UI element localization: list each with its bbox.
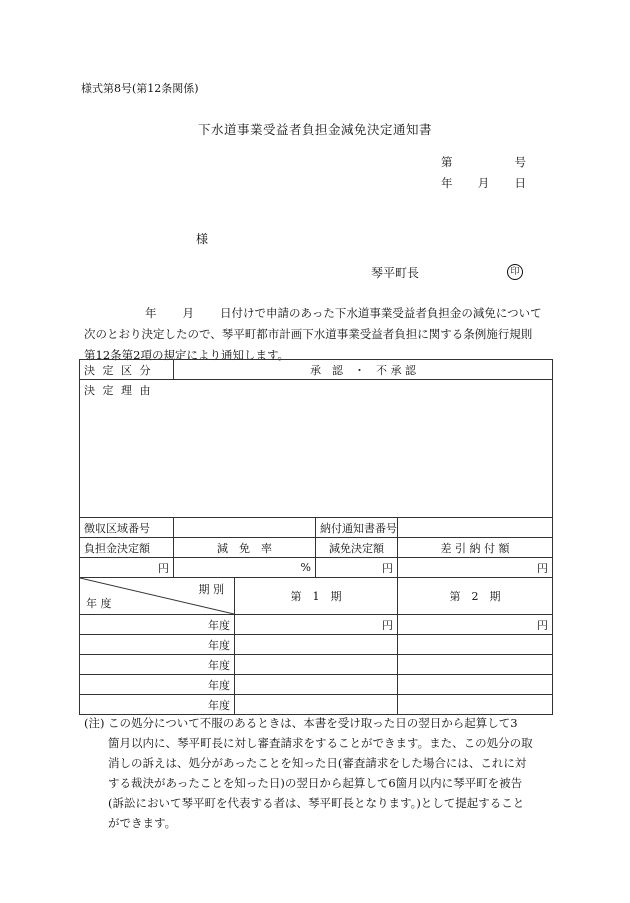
decision-value: 承 認 ・ 不 承 認 (174, 360, 553, 380)
reason-row (80, 380, 553, 518)
document-title: 下水道事業受益者負担金減免決定通知書 (197, 122, 432, 137)
period-2-amount (398, 635, 553, 655)
date-year-label: 年 (441, 176, 453, 190)
notice-number-value (398, 518, 553, 538)
amount-header-row (80, 538, 553, 558)
row-year-label: 年度 (80, 695, 235, 715)
body-line-2: 次のとおり決定したので、琴平町都市計画下水道事業受益者負担に関する条例施行規則 (84, 327, 533, 341)
row-year-label: 年度 (80, 615, 235, 635)
body-month-label: 月 (182, 306, 194, 320)
number-prefix: 第 (441, 155, 453, 169)
balance-unit: 円 (398, 558, 553, 578)
charge-amount-unit: 円 (80, 558, 174, 578)
period-2-header: 第 2 期 (398, 578, 553, 615)
period-1-amount (235, 655, 398, 675)
decision-label: 決 定 区 分 (80, 360, 174, 380)
area-number-value (174, 518, 316, 538)
decision-table (79, 359, 553, 715)
period-row-3 (80, 655, 553, 675)
reduction-rate-label: 減 免 率 (174, 538, 316, 558)
note-line-1 (84, 713, 554, 733)
period-row-5 (80, 695, 553, 715)
period-label: 期 別 (198, 583, 224, 596)
appeal-note (84, 713, 554, 833)
fiscal-year-label: 年 度 (86, 597, 112, 610)
reduction-amount-label: 減免決定額 (316, 538, 398, 558)
amount-value-row (80, 558, 553, 578)
period-2-amount-unit: 円 (398, 615, 553, 635)
period-1-amount (235, 695, 398, 715)
issuer-name: 琴平町長 (371, 266, 420, 280)
period-year-header (80, 578, 235, 615)
document-number-date (441, 154, 526, 196)
period-1-header: 第 1 期 (235, 578, 398, 615)
body-line-3: 第12条第2項の規定により通知します。 (84, 348, 290, 362)
reason-field (80, 380, 553, 518)
notice-number-label: 納付通知書番号 (316, 518, 398, 538)
date-month-label: 月 (477, 176, 490, 190)
reason-label: 決 定 理 由 (84, 384, 153, 397)
period-2-amount (398, 675, 553, 695)
reduction-amount-unit: 円 (316, 558, 398, 578)
charge-amount-label: 負担金決定額 (80, 538, 174, 558)
form-reference: 様式第8号(第12条関係) (81, 82, 199, 95)
date-day-label: 日 (514, 176, 526, 190)
period-1-amount (235, 635, 398, 655)
area-number-label: 徴収区域番号 (80, 518, 174, 538)
decision-row (80, 360, 553, 380)
note-line-2: 箇月以内に、琴平町長に対し審査請求をすることができます。また、この処分の取 (108, 736, 533, 750)
body-year-label: 年 (145, 306, 157, 320)
notice-body (84, 303, 554, 366)
note-label: (注) (84, 716, 105, 730)
period-2-amount (398, 655, 553, 675)
seal-icon: 印 (507, 264, 523, 280)
period-row-4 (80, 675, 553, 695)
note-line-5: (訴訟において琴平町を代表する者は、琴平町長となります。)として提起すること (108, 796, 525, 810)
balance-label: 差 引 納 付 額 (398, 538, 553, 558)
addressee-suffix: 様 (196, 232, 209, 246)
period-2-amount (398, 695, 553, 715)
reduction-rate-unit: % (174, 558, 316, 578)
note-line-1-text: この処分について不服のあるときは、本書を受け取った日の翌日から起算して3 (108, 716, 518, 730)
body-line-1 (84, 303, 554, 324)
document-date-row (441, 175, 526, 196)
row-year-label: 年度 (80, 635, 235, 655)
note-line-6: ができます。 (108, 816, 177, 830)
document-number-row (441, 154, 526, 175)
period-row-1 (80, 615, 553, 635)
period-1-amount-unit: 円 (235, 615, 398, 635)
period-header-row (80, 578, 553, 615)
number-suffix: 号 (514, 155, 526, 169)
row-year-label: 年度 (80, 675, 235, 695)
note-line-3: 消しの訴えは、処分があったことを知った日(審査請求をした場合には、これに対 (108, 756, 527, 770)
period-row-2 (80, 635, 553, 655)
row-year-label: 年度 (80, 655, 235, 675)
body-line-1-text: 日付けで申請のあった下水道事業受益者負担金の減免について (220, 306, 542, 320)
number-row (80, 518, 553, 538)
note-line-4: する裁決があったことを知った日)の翌日から起算して6箇月以内に琴平町を被告 (108, 776, 523, 790)
period-1-amount (235, 675, 398, 695)
